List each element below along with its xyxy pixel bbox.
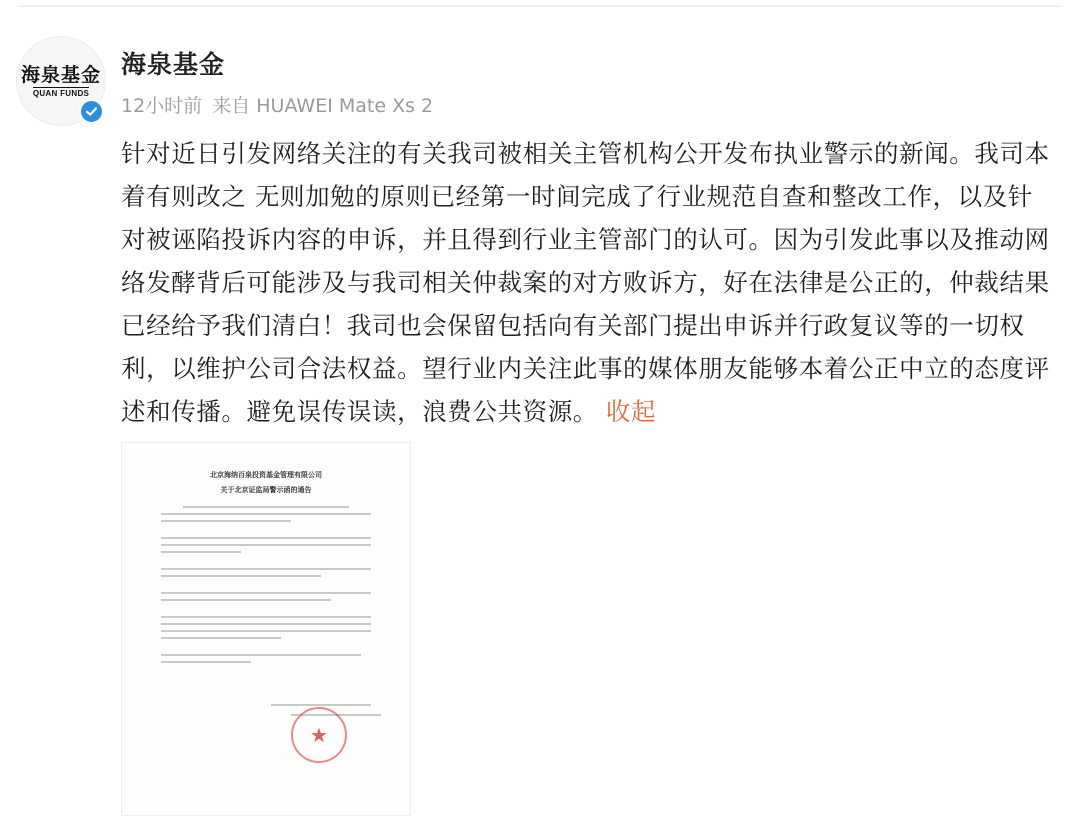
document-text-line xyxy=(161,616,371,618)
avatar-logo-subtext: QUAN FUNDS xyxy=(32,88,90,98)
document-text-line xyxy=(161,661,251,663)
avatar-logo-text: 海泉基金 xyxy=(20,63,101,86)
username[interactable]: 海泉基金 xyxy=(121,50,226,79)
document-image[interactable] xyxy=(121,442,411,816)
document-text-line xyxy=(161,637,281,639)
post-text-content: 针对近日引发网络关注的有关我司被相关主管机构公开发布执业警示的新闻。我司本着有则改之 无则加勉的原则已经第一时间完成了行业规范自查和整改工作，以及针对被诬陷投诉内容的申诉，并且得到行业主管部门的认可。因为引发此事以及推动网络发酵背后可能涉及与我司相关仲裁案的对方败诉方，好在法律是公正的，仲裁结果已经给予我们清白！我司也会保留包括向有关部门提出申诉并行政复议等的一切权利，以维护公司合法权益。望行业内关注此事的媒体朋友能够本着公正中立的态度评述和传播。避免误传误读，浪费公共资源。 xyxy=(121,139,1050,426)
document-title: 北京海纳百泉投资基金管理有限公司 xyxy=(210,471,322,479)
company-seal xyxy=(291,707,347,763)
document-text-line xyxy=(161,630,371,632)
document-text-line xyxy=(161,544,371,546)
document-text-line xyxy=(161,575,321,577)
collapse-link[interactable]: 收起 xyxy=(605,397,657,426)
verified-badge-icon xyxy=(79,99,104,124)
document-text-line xyxy=(161,599,331,601)
document-text-line xyxy=(161,551,241,553)
document-text-line xyxy=(161,623,371,625)
seal-star-icon: ★ xyxy=(310,723,328,747)
document-text-line xyxy=(161,592,371,594)
document-signature-line xyxy=(271,704,371,706)
top-divider xyxy=(18,5,1062,7)
document-subtitle: 关于北京证监局警示函的通告 xyxy=(220,486,312,494)
post-text xyxy=(121,132,1056,433)
document-text-line xyxy=(161,568,371,570)
document-text-line xyxy=(183,506,349,508)
document-text-line xyxy=(161,537,371,539)
post-source: 来自 HUAWEI Mate Xs 2 xyxy=(212,95,434,117)
document-text-line xyxy=(161,513,371,515)
document-text-line xyxy=(161,654,361,656)
post-meta xyxy=(121,91,437,118)
document-text-line xyxy=(161,520,291,522)
post-time: 12小时前 xyxy=(121,95,203,117)
